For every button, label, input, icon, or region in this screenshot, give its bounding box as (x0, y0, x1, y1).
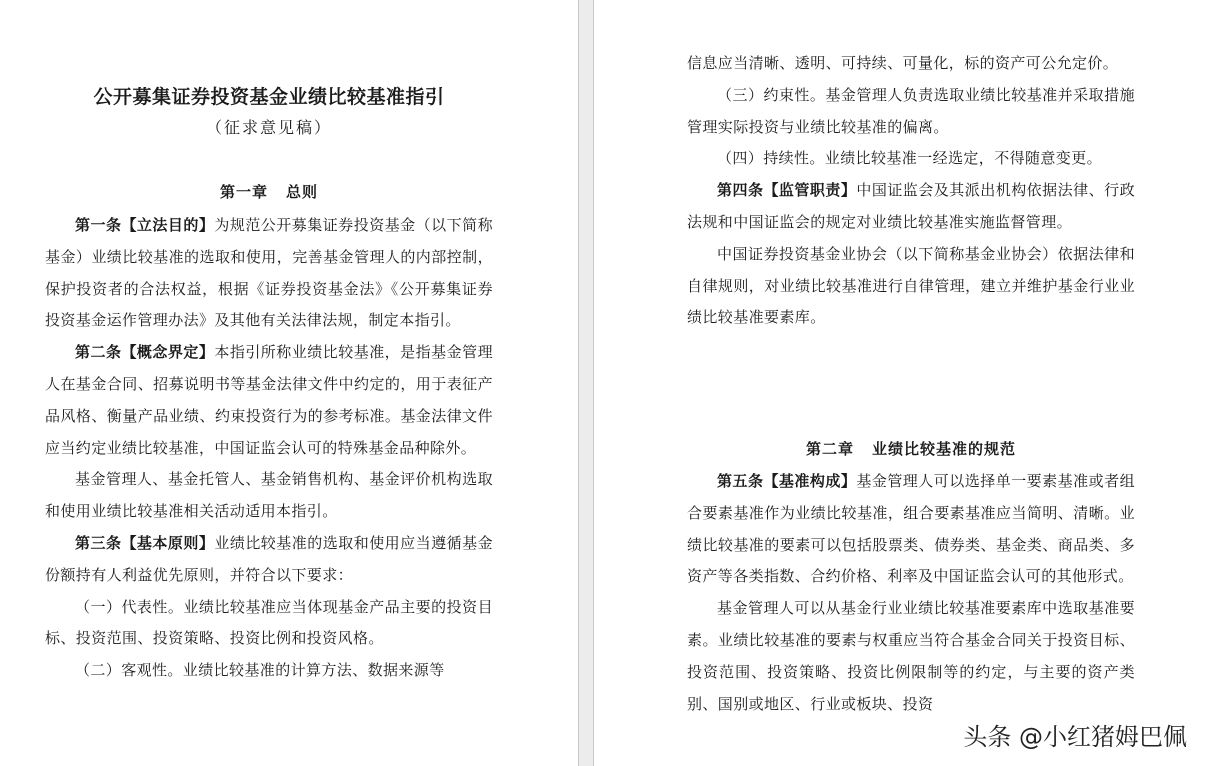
article-paragraph (45, 210, 493, 337)
paragraph-text: （一）代表性。业绩比较基准应当体现基金产品主要的投资目标、投资范围、投资策略、投资比例和投资风格。 (45, 597, 493, 648)
body-paragraph (687, 80, 1135, 144)
article-heading: 第五条【基准构成】 (717, 472, 857, 490)
chapter-1-name: 总则 (286, 183, 319, 201)
chapter-2-name: 业绩比较基准的规范 (872, 440, 1017, 458)
watermark: 头条 @小红猪姆巴佩 (963, 723, 1187, 751)
document-subtitle: （征求意见稿） (205, 118, 332, 137)
article-heading: 第三条【基本原则】 (75, 533, 215, 552)
article-heading: 第一条【立法目的】 (75, 216, 215, 234)
chapter-1-number: 第一章 (219, 183, 268, 201)
paragraph-text: 为规范公开募集证券投资基金（以下简称基金）业绩比较基准的选取和使用，完善基金管理人的内部控制，保护投资者的合法权益，根据《证券投资基金法》《公开募集证券投资基金运作管理办法》及其他有关法律法规，制定本指引。 (45, 216, 493, 330)
body-paragraph (45, 655, 493, 687)
paragraph-text: 中国证券投资基金业协会（以下简称基金业协会）依据法律和自律规则，对业绩比较基准进行自律管理，建立并维护基金行业业绩比较基准要素库。 (687, 244, 1135, 327)
article-paragraph (687, 466, 1135, 593)
paragraph-text: （四）持续性。业绩比较基准一经选定，不得随意变更。 (717, 149, 1103, 168)
body-paragraph (45, 592, 493, 656)
left-page (0, 0, 578, 766)
chapter-2-number: 第二章 (805, 440, 854, 458)
document-title: 公开募集证券投资基金业绩比较基准指引 (93, 86, 445, 108)
page-gutter (578, 0, 594, 766)
paragraph-text: 基金管理人、基金托管人、基金销售机构、基金评价机构选取和使用业绩比较基准相关活动适用本指引。 (45, 470, 493, 521)
article-paragraph (687, 175, 1135, 239)
article-heading: 第四条【监管职责】 (717, 181, 857, 200)
chapter-2-heading (687, 438, 1135, 459)
article-paragraph (45, 528, 493, 592)
paragraph-text: 基金管理人可以从基金行业业绩比较基准要素库中选取基准要素。业绩比较基准的要素与权重应当符合基金合同关于投资目标、投资范围、投资策略、投资比例限制等的约定，与主要的资产类别、国别或地区、行业或板块、投资 (687, 599, 1135, 713)
paragraph-text: 业绩比较基准的选取和使用应当遵循基金份额持有人利益优先原则，并符合以下要求： (45, 533, 493, 584)
paragraph-text: 信息应当清晰、透明、可持续、可量化，标的资产可公允定价。 (687, 54, 1119, 72)
article-heading: 第二条【概念界定】 (75, 343, 215, 362)
body-paragraph (687, 143, 1135, 175)
body-paragraph (687, 239, 1135, 334)
chapter-1-heading (45, 181, 493, 202)
paragraph-text: 本指引所称业绩比较基准，是指基金管理人在基金合同、招募说明书等基金法律文件中约定的，用于表征产品风格、衡量产品业绩、约束投资行为的参考标准。基金法律文件应当约定业绩比较基准，中国证监会认可的特殊基金品种除外。 (45, 343, 493, 457)
paragraph-text: 基金管理人可以选择单一要素基准或者组合要素基准作为业绩比较基准，组合要素基准应当简明、清晰。业绩比较基准的要素可以包括股票类、债券类、基金类、商品类、多资产等各类指数、合约价格、利率及中国证监会认可的其他形式。 (687, 472, 1135, 586)
paragraph-text: 中国证监会及其派出机构依据法律、行政法规和中国证监会的规定对业绩比较基准实施监督管理。 (687, 181, 1135, 231)
article-paragraph (45, 337, 493, 464)
body-paragraph (45, 464, 493, 528)
right-body-bottom (687, 466, 1135, 720)
left-body (45, 210, 493, 687)
paragraph-text: （二）客观性。业绩比较基准的计算方法、数据来源等 (75, 661, 445, 680)
body-paragraph (687, 593, 1135, 720)
right-body-top (687, 48, 1135, 334)
paragraph-text: （三）约束性。基金管理人负责选取业绩比较基准并采取措施管理实际投资与业绩比较基准的偏离。 (687, 85, 1135, 136)
body-paragraph (687, 48, 1135, 80)
right-page (594, 0, 1207, 766)
